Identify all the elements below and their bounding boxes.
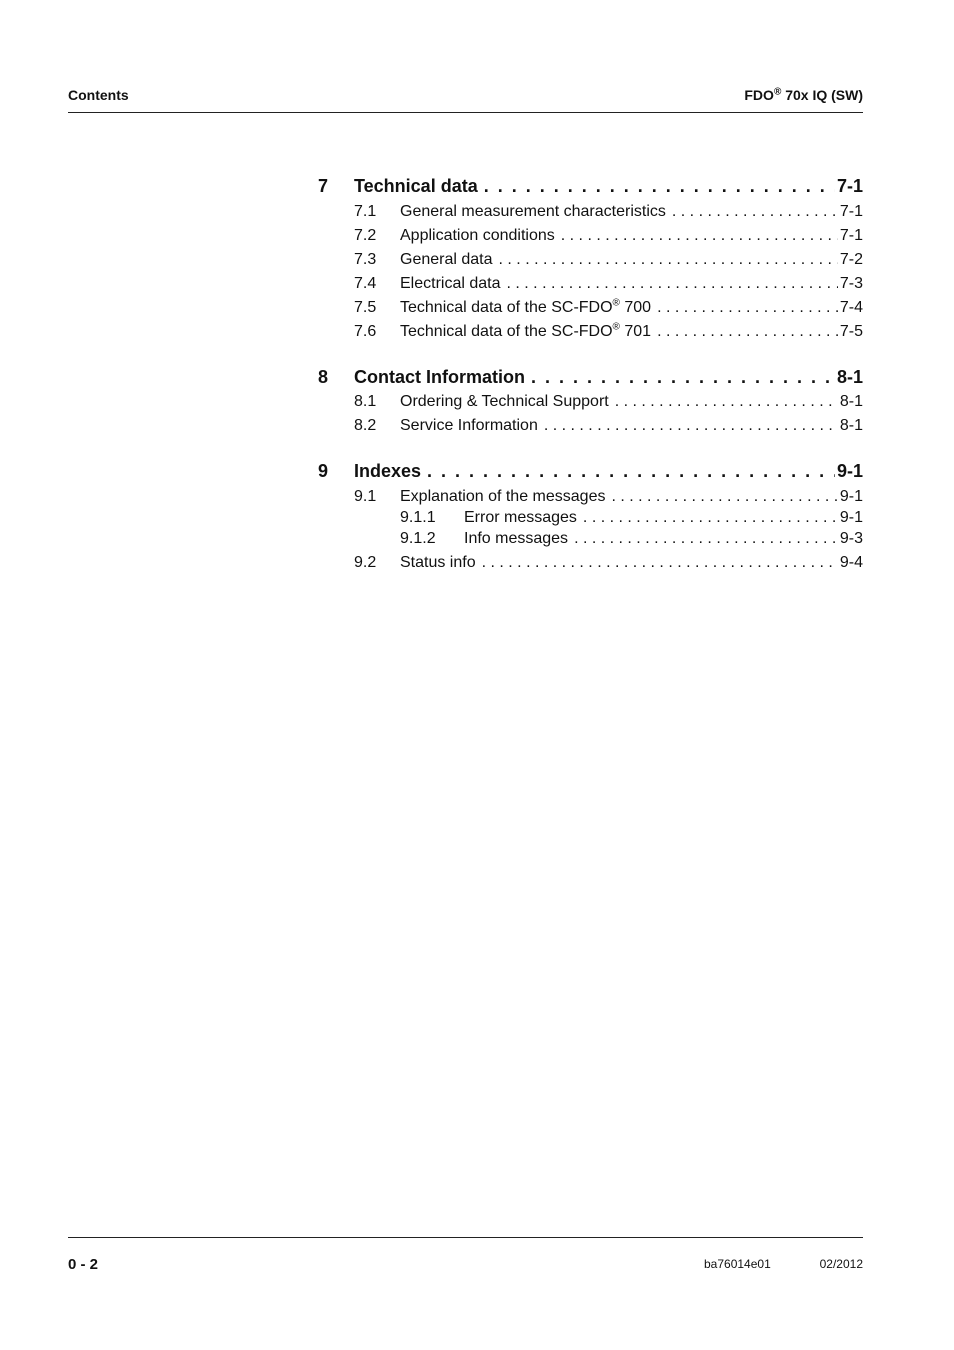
toc-section-7-5[interactable]	[318, 299, 863, 317]
toc-page: 9-1	[839, 488, 863, 505]
toc-section-7-4[interactable]	[318, 275, 863, 293]
leader-dots	[531, 367, 835, 388]
leader-dots	[611, 488, 837, 506]
leader-dots	[561, 227, 838, 245]
toc-title: Ordering & Technical Support	[400, 393, 609, 410]
toc-chapter-9[interactable]	[318, 461, 863, 482]
toc-title: Technical data of the SC-FDO® 701	[400, 321, 652, 340]
footer-date: 02/2012	[819, 1257, 863, 1271]
toc-section-7-6[interactable]	[318, 323, 863, 341]
toc-page: 9-4	[839, 554, 863, 571]
toc-page: 7-3	[839, 275, 863, 292]
footer-divider	[68, 1237, 863, 1238]
toc-page: 7-5	[839, 323, 863, 340]
toc-title: General data	[400, 251, 493, 268]
header-section-title: Contents	[68, 87, 129, 103]
toc-number: 7.5	[354, 299, 377, 316]
leader-dots	[657, 323, 838, 341]
toc-number: 8.1	[354, 393, 377, 410]
leader-dots	[574, 530, 838, 548]
leader-dots	[615, 393, 838, 411]
toc-title: Info messages	[464, 530, 569, 547]
toc-section-9-1[interactable]	[318, 488, 863, 506]
toc-subsection-9-1-2[interactable]	[318, 530, 863, 548]
leader-dots	[484, 176, 835, 197]
toc-page: 9-1	[836, 461, 863, 481]
toc-title: Service Information	[400, 417, 538, 434]
toc-title: General measurement characteristics	[400, 203, 666, 220]
header-product-title: FDO® 70x IQ (SW)	[744, 86, 863, 103]
toc-page: 9-1	[839, 509, 863, 526]
toc-section-9-2[interactable]	[318, 554, 863, 572]
toc-page: 7-4	[839, 299, 863, 316]
toc-number: 7.1	[354, 203, 377, 220]
toc-number: 7.3	[354, 251, 377, 268]
toc-number: 9	[318, 461, 329, 481]
toc-title: Error messages	[464, 509, 577, 526]
toc-page: 7-2	[839, 251, 863, 268]
toc-number: 9.1.1	[400, 509, 436, 526]
toc-title: Indexes	[354, 461, 422, 481]
toc-number: 7.4	[354, 275, 377, 292]
leader-dots	[583, 509, 838, 527]
toc-section-7-3[interactable]	[318, 251, 863, 269]
toc-chapter-7[interactable]	[318, 176, 863, 197]
leader-dots	[427, 461, 835, 482]
toc-section-7-1[interactable]	[318, 203, 863, 221]
toc-title: Technical data	[354, 176, 478, 196]
toc-section-7-2[interactable]	[318, 227, 863, 245]
leader-dots	[482, 554, 838, 572]
leader-dots	[507, 275, 838, 293]
toc-page: 9-3	[839, 530, 863, 547]
toc-page: 8-1	[839, 417, 863, 434]
toc-number: 8	[318, 367, 329, 387]
leader-dots	[544, 417, 838, 435]
toc-page: 8-1	[836, 367, 863, 387]
toc-page: 7-1	[839, 227, 863, 244]
toc-page: 7-1	[839, 203, 863, 220]
footer-page-number: 0 - 2	[68, 1256, 99, 1273]
footer-document-code: ba76014e01	[704, 1257, 771, 1271]
toc-page: 7-1	[836, 176, 863, 196]
toc-number: 7.2	[354, 227, 377, 244]
leader-dots	[672, 203, 838, 221]
toc-section-8-2[interactable]	[318, 417, 863, 435]
leader-dots	[657, 299, 838, 317]
toc-number: 7.6	[354, 323, 377, 340]
toc-title: Technical data of the SC-FDO® 700	[400, 297, 652, 316]
toc-title: Application conditions	[400, 227, 555, 244]
header-divider	[68, 112, 863, 113]
toc-number: 9.1	[354, 488, 377, 505]
toc-title: Electrical data	[400, 275, 501, 292]
toc-page: 8-1	[839, 393, 863, 410]
toc-section-8-1[interactable]	[318, 393, 863, 411]
toc-number: 8.2	[354, 417, 377, 434]
toc-number: 7	[318, 176, 329, 196]
toc-chapter-8[interactable]	[318, 367, 863, 388]
leader-dots	[499, 251, 838, 269]
toc-title: Contact Information	[354, 367, 525, 387]
toc-number: 9.2	[354, 554, 377, 571]
toc-title: Explanation of the messages	[400, 488, 606, 505]
toc-title: Status info	[400, 554, 476, 571]
toc-subsection-9-1-1[interactable]	[318, 509, 863, 527]
toc-number: 9.1.2	[400, 530, 436, 547]
